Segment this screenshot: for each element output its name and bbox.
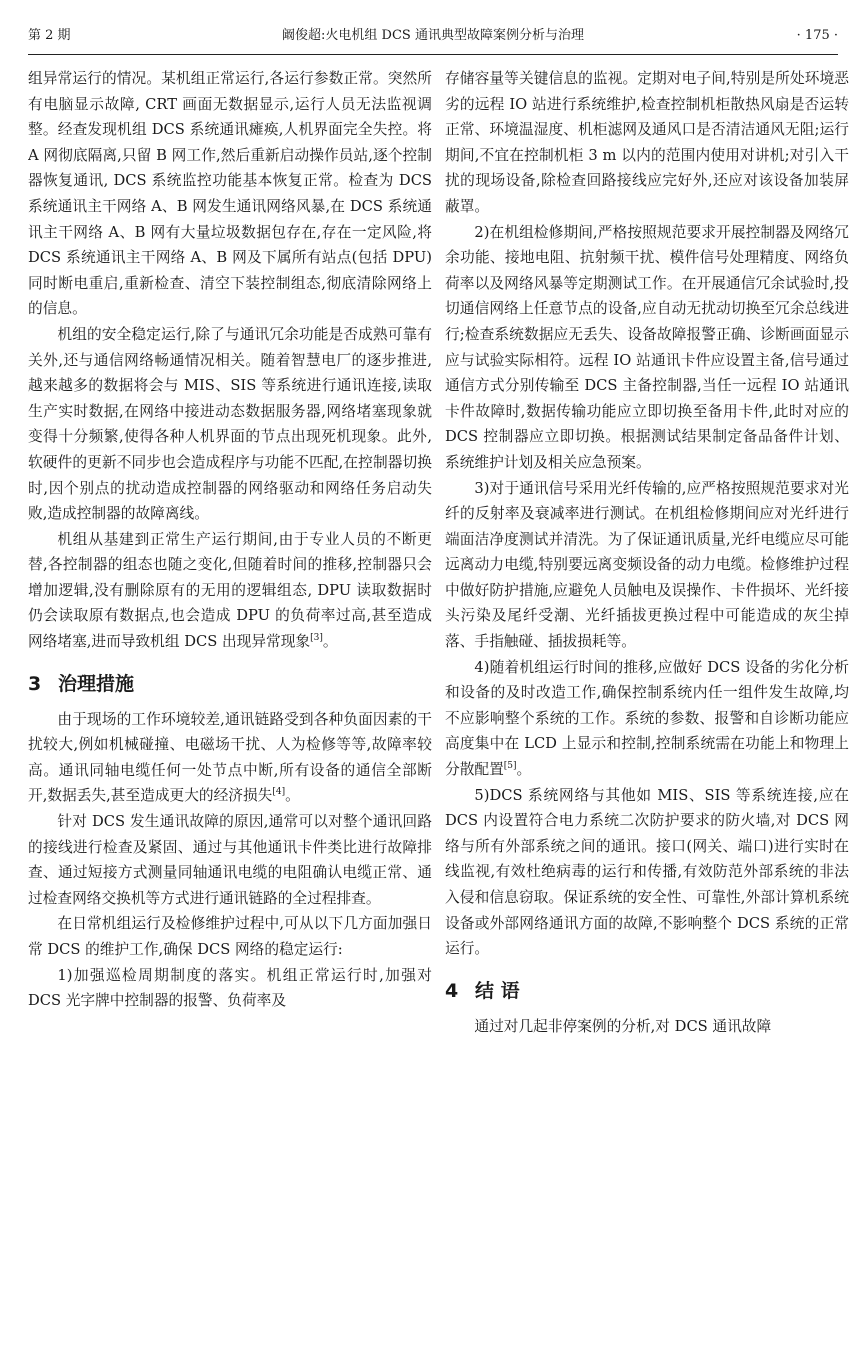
paragraph: 1)加强巡检周期制度的落实。机组正常运行时,加强对 DCS 光字牌中控制器的报警、负荷率及 [28,966,432,1010]
left-column [28,66,432,1336]
paragraph-text: 机组从基建到正常生产运行期间,由于专业人员的不断更替,各控制器的组态也随之变化,但随着时间的推移,控制器只会增加逻辑,没有删除原有的无用的逻辑组态, DPU 读取数据时仍会读取原有数据点,也会造成 DPU 的负荷率过高,甚至造成网络堵塞,进而导致机组 DCS 出现异常现象 [28,530,432,651]
section-number: 4 [445,979,459,1002]
paragraph: 3)对于通讯信号采用光纤传输的,应严格按照规范要求对光纤的反射率及衰减率进行测试。在机组检修期间应对光纤进行端面洁净度测试并清洗。为了保证通讯质量,光纤电缆应尽可能远离动力电缆,特别要远离变频设备的动力电缆。检修维护过程中做好防护措施,应避免人员触电及误操作、卡件损坏、光纤接头污染及尾纤受潮、光纤插拔更换过程中可能造成的灰尘掉落、手指触碰、插拔损耗等。 [445,479,849,651]
paragraph [445,655,849,783]
paragraph: 5)DCS 系统网络与其他如 MIS、SIS 等系统连接,应在 DCS 内设置符合电力系统二次防护要求的防火墙,对 DCS 网络与所有外部系统之间的通讯。接口(网关、端口)进行实时在线监视,有效杜绝病毒的运行和传播,有效防范外部系统的非法入侵和信息窃取。保证系统的安全性、可靠性,外部计算机系统设备或外部网络通讯方面的故障,不影响整个 DCS 系统的正常运行。 [445,786,849,958]
section-title: 结 语 [475,979,520,1002]
paragraph-end: 。 [285,787,300,805]
paragraph: 组异常运行的情况。某机组正常运行,各运行参数正常。突然所有电脑显示故障, CRT 画面无数据显示,运行人员无法监视调整。经查发现机组 DCS 系统通讯瘫痪,人机界面完全失控。将 A 网彻底隔离,只留 B 网工作,然后重新启动操作员站,逐个控制器恢复通讯, DCS 系统监控功能基本恢复正常。检查为 DCS 系统通讯主干网络 A、B 网发生通讯网络风暴,在 DCS 系统通讯主干网络 A、B 网有大量垃圾数据包存在,存在一定风险,将 DCS 系统通讯主干网络 A、B 网及下属所有站点(包括 DPU)同时断电重启,重新检查、清空下装控制组态,彻底清除网络上的信息。 [28,70,432,318]
citation: [4] [272,787,286,798]
paragraph-text: 由于现场的工作环境较差,通讯链路受到各种负面因素的干扰较大,例如机械碰撞、电磁场干扰、人为检修等等,故障率较高。通讯同轴电缆任何一处节点中断,所有设备的通信全部断开,数据丢失,甚至造成更大的经济损失 [28,710,432,805]
paragraph: 针对 DCS 发生通讯故障的原因,通常可以对整个通讯回路的接线进行检查及紧固、通过与其他通讯卡件类比进行故障排查、通过短接方式测量同轴通讯电缆的电阻确认电缆正常、通过检查网络交换机等方式进行通讯链路的全过程排查。 [28,813,432,907]
page-number: · 175 · [796,28,838,43]
header-rule [28,54,838,55]
paragraph: 在日常机组运行及检修维护过程中,可从以下几方面加强日常 DCS 的维护工作,确保 DCS 网络的稳定运行: [28,915,432,958]
section-heading-4 [445,978,849,1004]
right-column [445,66,849,1336]
paragraph: 存储容量等关键信息的监视。定期对电子间,特别是所处环境恶劣的远程 IO 站进行系统维护,检查控制机柜散热风扇是否运转正常、环境温湿度、机柜滤网及通风口是否清洁通风无阻;运行期间,不宜在控制机柜 3 m 以内的范围内使用对讲机;对引入干扰的现场设备,除检查回路接线应完好外,还应对该设备加装屏蔽罩。 [445,70,849,215]
section-title: 治理措施 [58,672,135,695]
running-header [28,26,838,46]
paragraph [28,527,432,655]
paragraph: 2)在机组检修期间,严格按照规范要求开展控制器及网络冗余功能、接地电阻、抗射频干扰、模件信号处理精度、网络负荷率以及网络风暴等定期测试工作。在开展通信冗余试验时,投切通信网络上任意节点的设备,应自动无扰动切换至冗余总线进行;检查系统数据应无丢失、设备故障报警正确、诊断画面显示应与试验实际相符。远程 IO 站通讯卡件应设置主备,信号通过通信方式分别传输至 DCS 主备控制器,当任一远程 IO 站通讯卡件故障时,数据传输功能应立即切换至备用卡件,此时对应的 DCS 控制器应立即切换。根据测试结果制定备品备件计划、系统维护计划及相关应急预案。 [445,223,849,471]
section-heading-3 [28,671,432,697]
paragraph [28,707,432,809]
paragraph-end: 。 [322,633,338,651]
running-title: 阚俊超:火电机组 DCS 通讯典型故障案例分析与治理 [282,28,584,43]
paragraph-end: 。 [516,761,532,779]
issue-label: 第 2 期 [28,28,71,43]
section-number: 3 [28,672,42,695]
citation: [5] [503,761,517,772]
paragraph: 机组的安全稳定运行,除了与通讯冗余功能是否成熟可靠有关外,还与通信网络畅通情况相关。随着智慧电厂的逐步推进,越来越多的数据将会与 MIS、SIS 等系统进行通讯连接,读取生产实时数据,在网络中接进动态数据服务器,网络堵塞现象就变得十分频繁,使得各种人机界面的节点出现死机现象。此外,软硬件的更新不同步也会造成程序与功能不匹配,在控制器切换时,因个别点的扰动造成控制器的网络驱动和网络任务启动失败,造成控制器的故障离线。 [28,325,432,523]
paragraph-text: 4)随着机组运行时间的推移,应做好 DCS 设备的劣化分析和设备的及时改造工作,确保控制系统内任一组件发生故障,均不应影响整个系统的工作。系统的参数、报警和自诊断功能应高度集中在 LCD 上显示和控制,控制系统需在功能上和物理上分散配置 [445,658,849,779]
citation: [3] [310,633,323,644]
paragraph: 通过对几起非停案例的分析,对 DCS 通讯故障 [474,1017,772,1035]
